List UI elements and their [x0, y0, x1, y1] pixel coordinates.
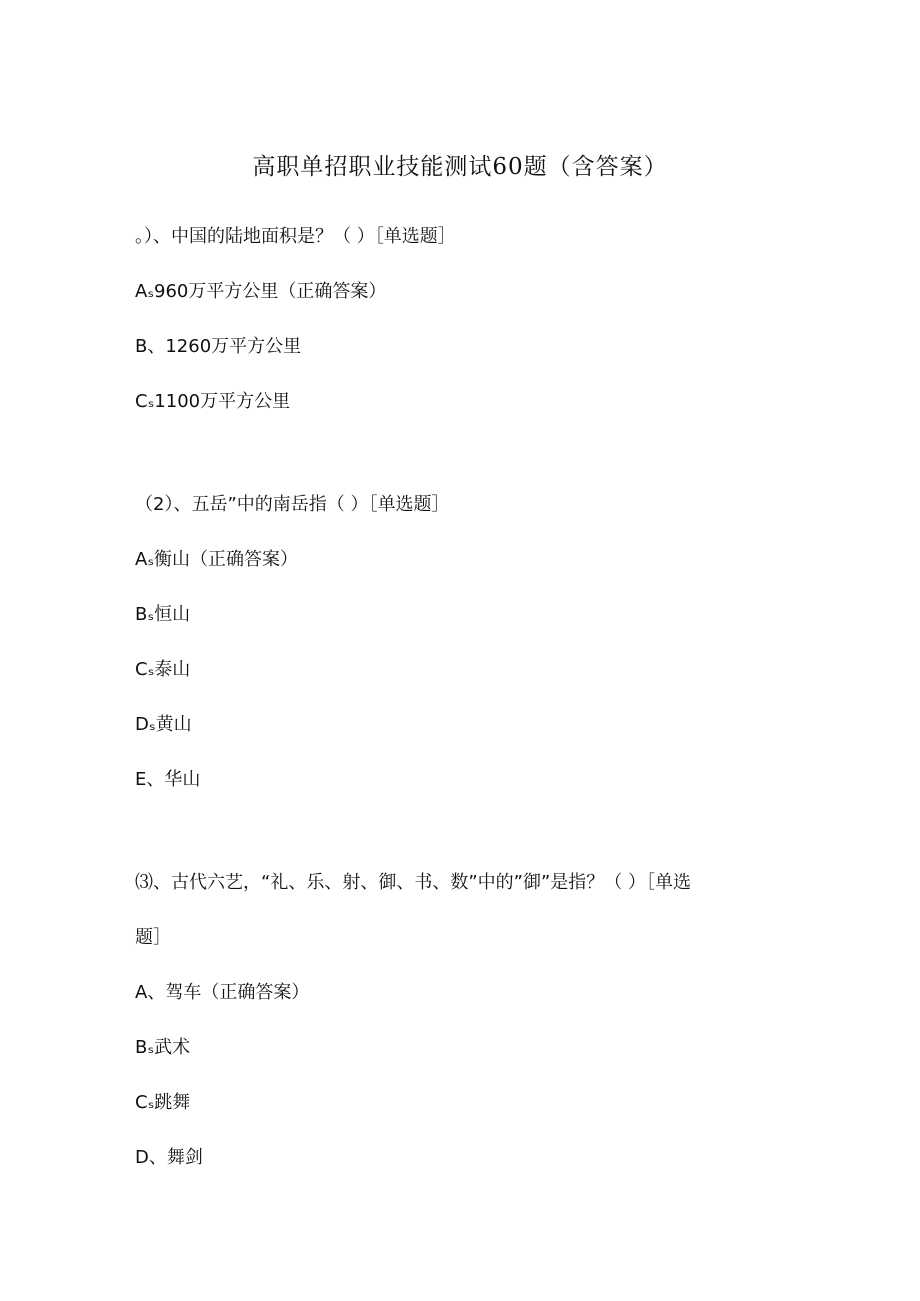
question-2-option-a: Aₛ衡山（正确答案）	[135, 549, 299, 570]
question-3-option-a: A、驾车（正确答案）	[135, 982, 310, 1003]
question-2-stem: （2）、五岳”中的南岳指（ ）［单选题］	[135, 494, 450, 515]
question-3-option-b: Bₛ武术	[135, 1037, 191, 1058]
question-1-option-c: Cₛ1100万平方公里	[135, 391, 291, 412]
question-3-stem-line-2: 题］	[135, 927, 171, 948]
question-1-option-a: Aₛ960万平方公里（正确答案）	[135, 281, 387, 302]
question-3-stem-line-1: ⑶、古代六艺，“礼、乐、射、御、书、数”中的”御”是指？（ ）［单选	[135, 872, 692, 893]
document-title: 高职单招职业技能测试60题（含答案）	[252, 154, 668, 180]
question-2-option-b: Bₛ恒山	[135, 604, 191, 625]
question-2-option-d: Dₛ黄山	[135, 714, 192, 735]
question-3-option-d: D、舞剑	[135, 1147, 203, 1168]
question-2-option-c: Cₛ泰山	[135, 659, 191, 680]
question-3-option-c: Cₛ跳舞	[135, 1092, 191, 1113]
question-1-stem: 。）、中国的陆地面积是？（ ）［单选题］	[135, 226, 456, 247]
question-2-option-e: E、华山	[135, 769, 201, 790]
question-1-option-b: B、1260万平方公里	[135, 336, 302, 357]
